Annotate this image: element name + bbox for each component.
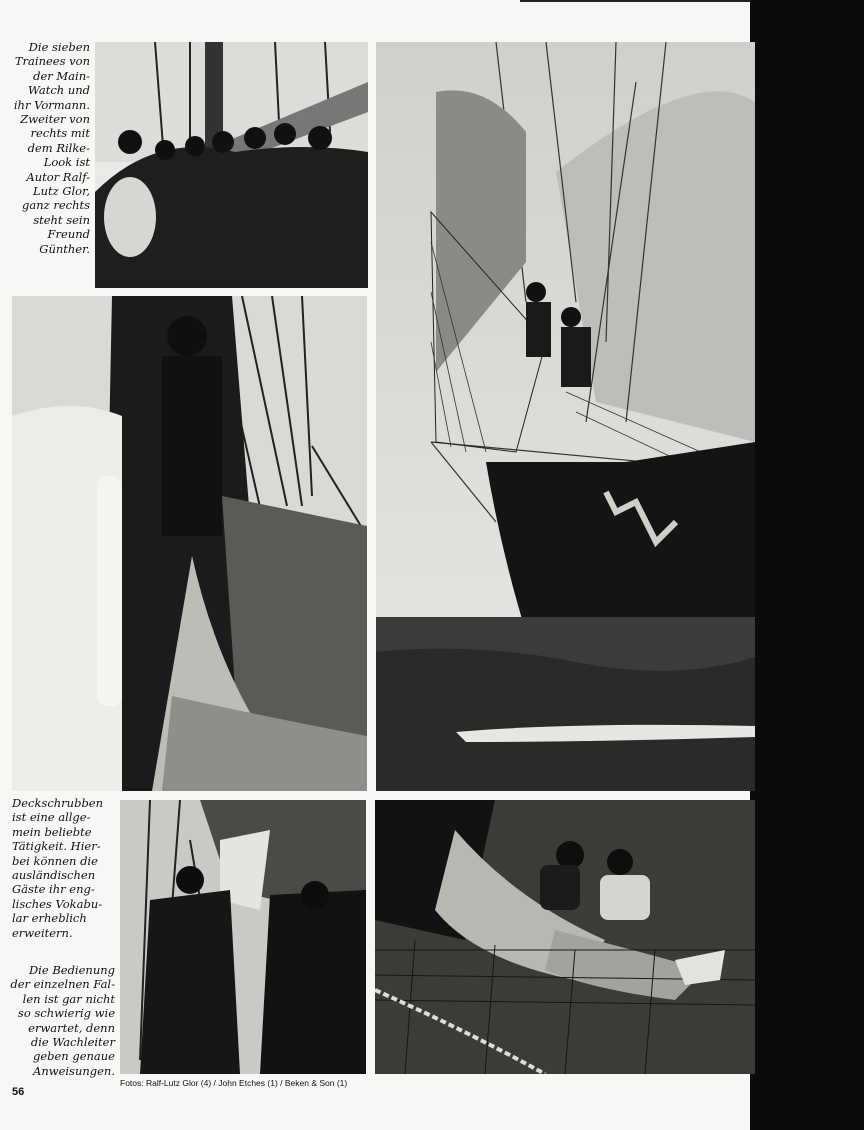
caption-line: Tätigkeit. Hier- bbox=[12, 839, 101, 854]
caption-line: so schwierig wie bbox=[17, 1006, 115, 1021]
top-rule bbox=[520, 0, 750, 2]
caption-line: der Main- bbox=[33, 68, 90, 83]
caption-line: Freund bbox=[47, 227, 90, 242]
caption-line: Anweisungen. bbox=[33, 1063, 115, 1078]
caption-line: der einzelnen Fal- bbox=[10, 977, 115, 992]
caption-line: Lutz Glor, bbox=[32, 184, 90, 199]
photo-credits: Fotos: Ralf-Lutz Glor (4) / John Etches (1) / Beken & Son (1) bbox=[120, 1078, 348, 1088]
caption-line: Trainees von bbox=[14, 54, 90, 69]
page-number: 56 bbox=[12, 1086, 25, 1098]
photo-crew-lines bbox=[120, 800, 366, 1074]
caption-deck-scrubbing bbox=[12, 796, 116, 940]
caption-line: Watch und bbox=[28, 83, 90, 98]
caption-line: Gäste ihr eng- bbox=[12, 882, 95, 897]
caption-line: bei können die bbox=[12, 853, 98, 868]
caption-line: lar erheblich bbox=[12, 911, 87, 926]
caption-line: Zweiter von bbox=[20, 112, 90, 127]
caption-line: rechts mit bbox=[30, 126, 90, 141]
caption-line: Autor Ralf- bbox=[26, 169, 90, 184]
caption-trainees bbox=[0, 40, 90, 256]
caption-line: Die sieben bbox=[28, 40, 90, 54]
scan-edge bbox=[750, 0, 864, 1130]
caption-line: dem Rilke- bbox=[27, 140, 90, 155]
caption-line: Look ist bbox=[43, 155, 90, 170]
caption-fallen bbox=[0, 963, 115, 1078]
photo-ship-bow bbox=[376, 42, 755, 791]
photo-trainees-group bbox=[95, 42, 368, 288]
caption-line: ist eine allge- bbox=[12, 810, 91, 825]
caption-line: geben genaue bbox=[32, 1049, 115, 1064]
caption-line: Deckschrubben bbox=[12, 796, 104, 810]
caption-line: Die Bedienung bbox=[28, 963, 115, 977]
caption-line: ganz rechts bbox=[21, 198, 90, 213]
caption-line: die Wachleiter bbox=[30, 1035, 115, 1050]
caption-line: ihr Vormann. bbox=[13, 97, 90, 112]
photo-sail-net bbox=[375, 800, 755, 1074]
photo-deck-scrubbing bbox=[12, 296, 367, 791]
caption-line: Günther. bbox=[39, 241, 90, 256]
caption-line: lisches Vokabu- bbox=[12, 896, 103, 911]
caption-line: mein beliebte bbox=[12, 824, 92, 839]
caption-line: steht sein bbox=[33, 212, 90, 227]
caption-line: ausländischen bbox=[12, 868, 96, 883]
caption-line: len ist gar nicht bbox=[22, 991, 115, 1006]
caption-line: erweitern. bbox=[12, 925, 73, 940]
caption-line: erwartet, denn bbox=[28, 1020, 115, 1035]
